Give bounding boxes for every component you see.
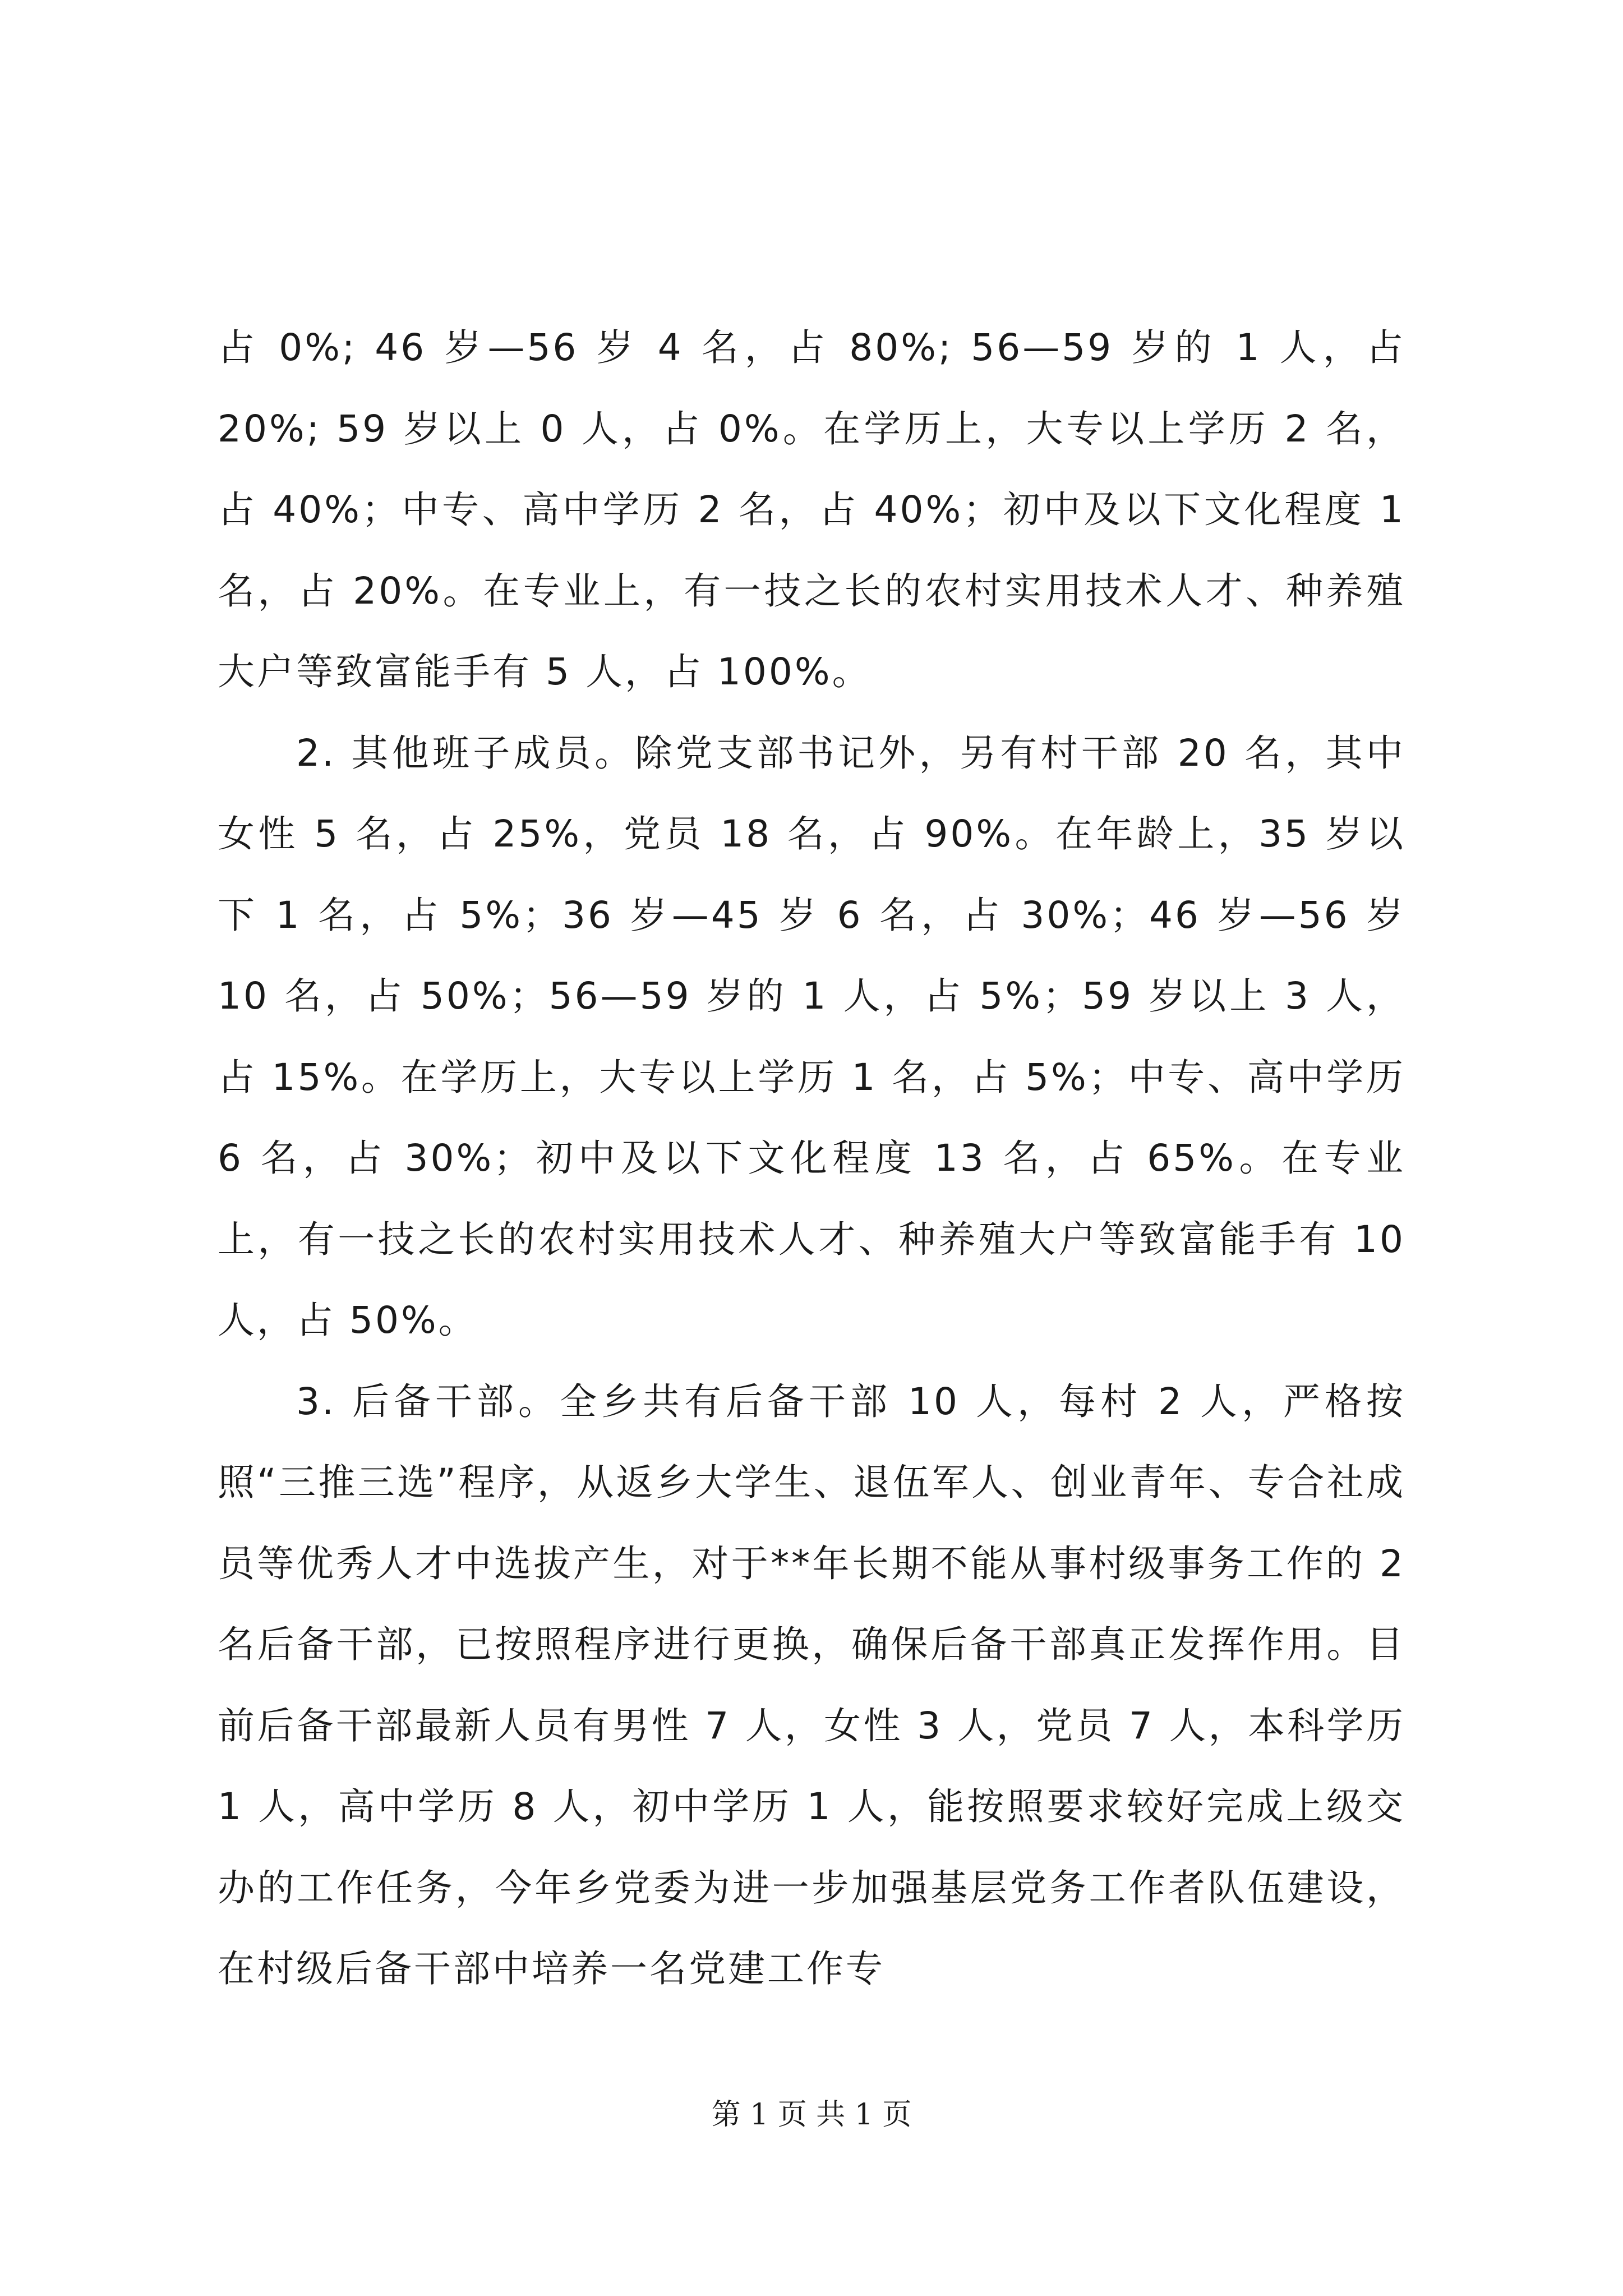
page-footer: 第 1 页 共 1 页: [711, 2098, 912, 2132]
paragraph-3: 3. 后备干部。全乡共有后备干部 10 人，每村 2 人，严格按照“三推三选”程序，从返乡大学生、退伍军人、创业青年、专合社成员等优秀人才中选拔产生，对于**年长期不能从事村级事务工作的 2 名后备干部，已按照程序进行更换，确保后备干部真正发挥作用。目前后备干部最新人员有男性 7 人，女性 3 人，党员 7 人，本科学历 1 人，高中学历 8 人，初中学历 1 人，能按照要求较好完成上级交办的工作任务，今年乡党委为进一步加强基层党务工作者队伍建设，在村级后备干部中培养一名党建工作专: [218, 1379, 1405, 1990]
document-body: [218, 307, 1405, 2010]
paragraph-2: 2. 其他班子成员。除党支部书记外，另有村干部 20 名，其中女性 5 名，占 25%，党员 18 名，占 90%。在年龄上，35 岁以下 1 名，占 5%；36 岁—45 岁 6 名，占 30%；46 岁—56 岁 10 名，占 50%；56—59 岁的 1 人，占 5%；59 岁以上 3 人，占 15%。在学历上，大专以上学历 1 名，占 5%；中专、高中学历 6 名，占 30%；初中及以下文化程度 13 名，占 65%。在专业上，有一技之长的农村实用技术人才、种养殖大户等致富能手有 10 人，占 50%。: [218, 731, 1405, 1342]
paragraph-1: 占 0%; 46 岁—56 岁 4 名，占 80%; 56—59 岁的 1 人，占 20%; 59 岁以上 0 人，占 0%。在学历上，大专以上学历 2 名，占 40%；中专、高中学历 2 名，占 40%；初中及以下文化程度 1 名，占 20%。在专业上，有一技之长的农村实用技术人才、种养殖大户等致富能手有 5 人，占 100%。: [218, 326, 1405, 693]
